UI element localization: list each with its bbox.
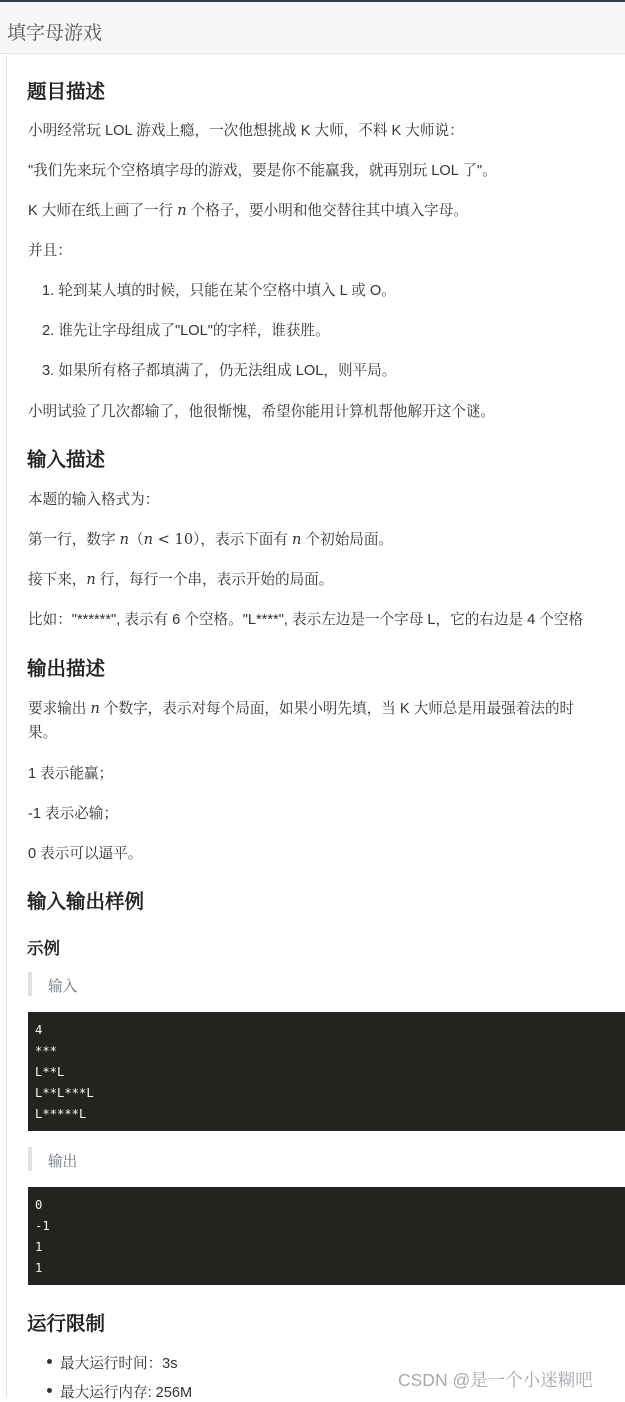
sample-input-code-block xyxy=(28,1012,625,1131)
limit-item: 最大运行时间：3s xyxy=(60,1356,178,1372)
page-title: 填字母游戏 xyxy=(7,23,103,44)
section-title-limits: 运行限制 xyxy=(27,1313,106,1335)
section-title-output: 输出描述 xyxy=(27,658,106,680)
section-title-io-example: 输入输出样例 xyxy=(27,891,145,913)
code-line: 1 xyxy=(35,1261,43,1275)
output-item: 1 表示能赢； xyxy=(28,766,114,782)
rule-number: 1. xyxy=(42,283,55,299)
rule-number: 3. xyxy=(42,363,55,379)
code-line: -1 xyxy=(35,1219,50,1233)
math-variable: n xyxy=(292,531,302,548)
input-paragraph xyxy=(28,528,393,549)
text-span: ，表示下面有 xyxy=(200,532,293,548)
output-label: 输出 xyxy=(48,1154,78,1170)
math-variable: n xyxy=(177,202,187,219)
math-condition: < 10 xyxy=(153,531,194,548)
text-span: K 大师在纸上画了一行 xyxy=(28,203,178,219)
text-span: 第一行，数字 xyxy=(28,532,120,548)
input-paragraph: 本题的输入格式为： xyxy=(28,492,160,508)
csdn-watermark: CSDN @是一个小迷糊吧 xyxy=(398,1370,593,1390)
code-line: L**L***L xyxy=(35,1086,94,1100)
input-paragraph: 比如："******", 表示有 6 个空格。"L****", 表示左边是一个字母 L，它的右边是 4 个空格 xyxy=(28,612,584,628)
problem-paragraph xyxy=(28,199,468,220)
problem-paragraph: 小明试验了几次都输了，他很惭愧，希望你能用计算机帮他解开这个谜。 xyxy=(28,404,496,420)
code-line: 1 xyxy=(35,1240,43,1254)
bullet-dot xyxy=(47,1388,52,1393)
math-variable: n xyxy=(86,571,96,588)
rule-text: 轮到某人填的时候，只能在某个空格中填入 L 或 O。 xyxy=(58,283,396,299)
section-title-input: 输入描述 xyxy=(27,449,106,471)
text-span: 要求输出 xyxy=(28,701,91,717)
text-span: 行，每行一个串，表示开始的局面。 xyxy=(95,572,334,588)
sample-output-code-block xyxy=(28,1187,625,1285)
section-title-problem: 题目描述 xyxy=(27,81,106,103)
math-variable: n xyxy=(143,531,154,548)
rule-item xyxy=(42,359,396,380)
text-span: 个数字，表示对每个局面，如果小明先填，当 K 大师总是用最强着法的时 xyxy=(99,701,575,717)
code-line: L*****L xyxy=(35,1107,87,1121)
example-subtitle: 示例 xyxy=(27,940,60,958)
text-span: 接下来， xyxy=(28,572,87,588)
text-span: 个初始局面。 xyxy=(301,532,394,548)
code-line: L**L xyxy=(35,1065,65,1079)
input-paragraph xyxy=(28,568,333,589)
blockquote-bar xyxy=(28,1147,32,1171)
code-line: 4 xyxy=(35,1023,43,1037)
code-line: *** xyxy=(35,1044,58,1058)
math-paren: （ xyxy=(129,531,144,548)
math-variable: n xyxy=(90,700,100,717)
output-paragraph xyxy=(28,697,574,718)
rule-text: 谁先让字母组成了"LOL"的字样，谁获胜。 xyxy=(58,323,330,339)
output-paragraph: 果。 xyxy=(28,725,58,741)
limit-item: 最大运行内存: 256M xyxy=(60,1385,193,1401)
problem-paragraph: 小明经常玩 LOL 游戏上瘾，一次他想挑战 K 大师，不料 K 大师说： xyxy=(28,123,464,139)
input-label: 输入 xyxy=(48,979,78,995)
rule-number: 2. xyxy=(42,323,55,339)
problem-paragraph: "我们先来玩个空格填字母的游戏，要是你不能赢我，就再别玩 LOL 了"。 xyxy=(28,163,497,179)
text-span: 个格子，要小明和他交替往其中填入字母。 xyxy=(186,203,468,219)
page-header xyxy=(0,2,625,54)
output-item: -1 表示必输； xyxy=(28,806,118,822)
rule-item xyxy=(42,319,330,340)
rule-text: 如果所有格子都填满了，仍无法组成 LOL，则平局。 xyxy=(58,363,397,379)
problem-paragraph: 并且： xyxy=(28,243,72,259)
math-variable: n xyxy=(119,531,130,548)
blockquote-bar xyxy=(28,972,32,996)
problem-content xyxy=(6,55,625,1401)
rule-item xyxy=(42,279,396,300)
bullet-dot xyxy=(47,1359,52,1364)
output-item: 0 表示可以逼平。 xyxy=(28,846,143,862)
math-paren: ） xyxy=(193,531,201,548)
code-line: 0 xyxy=(35,1198,43,1212)
